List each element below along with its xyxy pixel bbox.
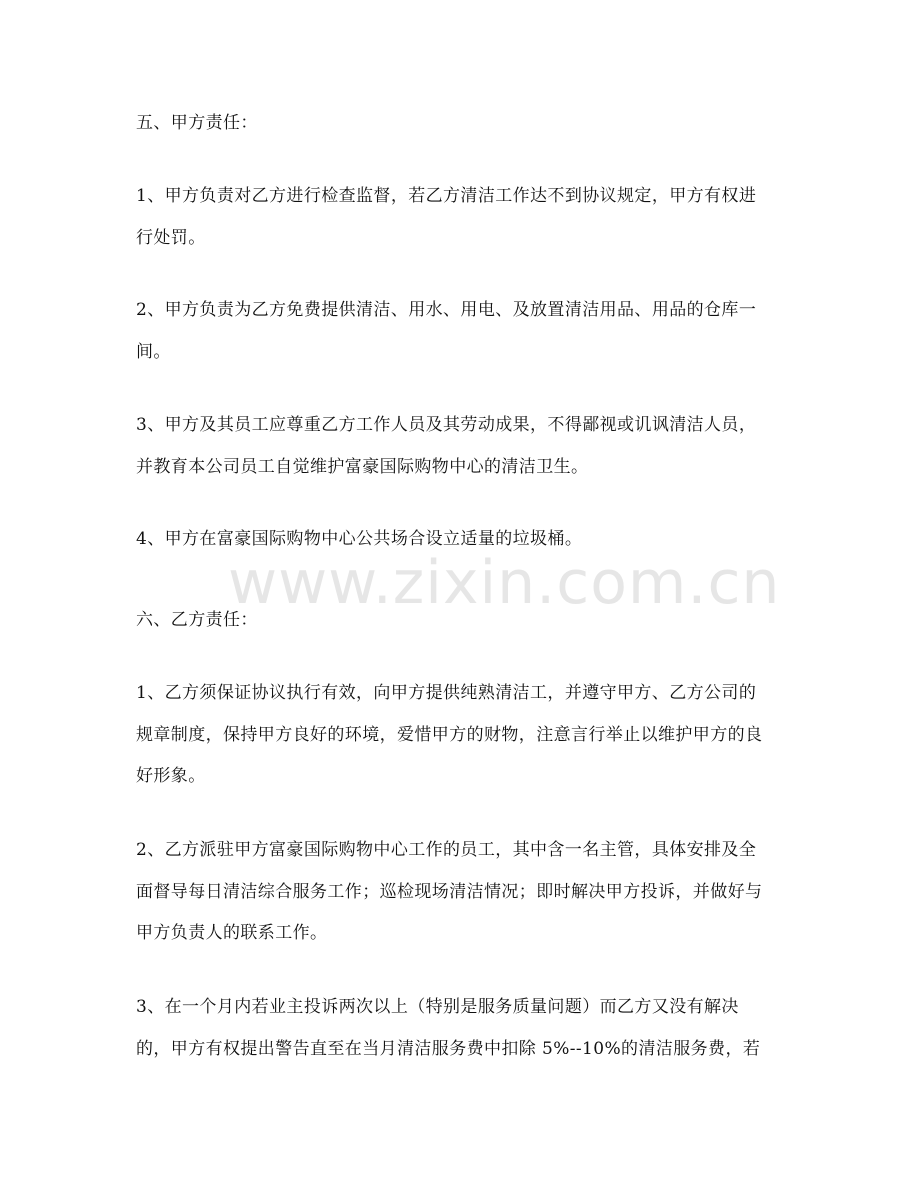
paragraph-line: 规章制度，保持甲方良好的环境，爱惜甲方的财物，注意言行举止以维护甲方的良 [136,725,763,745]
paragraph-line: 4、甲方在富豪国际购物中心公共场合设立适量的垃圾桶。 [136,529,583,549]
paragraph-line: 间。 [136,342,171,362]
section-heading-party-b: 六、乙方责任： [136,610,258,630]
paragraph-line: 甲方负责人的联系工作。 [136,923,328,943]
paragraph-line: 3、甲方及其员工应尊重乙方工作人员及其劳动成果，不得鄙视或讥讽清洁人员， [136,415,757,435]
watermark: www.zixin.com.cn [228,548,781,618]
paragraph-line: 并教育本公司员工自觉维护富豪国际购物中心的清洁卫生。 [136,457,589,477]
section-heading-party-a: 五、甲方责任： [136,113,258,133]
paragraph-line: 面督导每日清洁综合服务工作；巡检现场清洁情况；即时解决甲方投诉，并做好与 [136,882,763,902]
paragraph-line: 好形象。 [136,766,206,786]
paragraph-line: 1、甲方负责对乙方进行检查监督，若乙方清洁工作达不到协议规定，甲方有权进 [136,186,757,206]
paragraph-line: 2、甲方负责为乙方免费提供清洁、用水、用电、及放置清洁用品、用品的仓库一 [136,300,757,320]
paragraph-line: 3、在一个月内若业主投诉两次以上（特别是服务质量问题）而乙方又没有解决 [136,997,739,1017]
paragraph-line: 2、乙方派驻甲方富豪国际购物中心工作的员工，其中含一名主管，具体安排及全 [136,840,757,860]
paragraph-line: 的，甲方有权提出警告直至在当月清洁服务费中扣除 5%--10%的清洁服务费，若 [136,1039,761,1059]
paragraph-line: 1、乙方须保证协议执行有效，向甲方提供纯熟清洁工，并遵守甲方、乙方公司的 [136,683,757,703]
paragraph-line: 行处罚。 [136,228,206,248]
